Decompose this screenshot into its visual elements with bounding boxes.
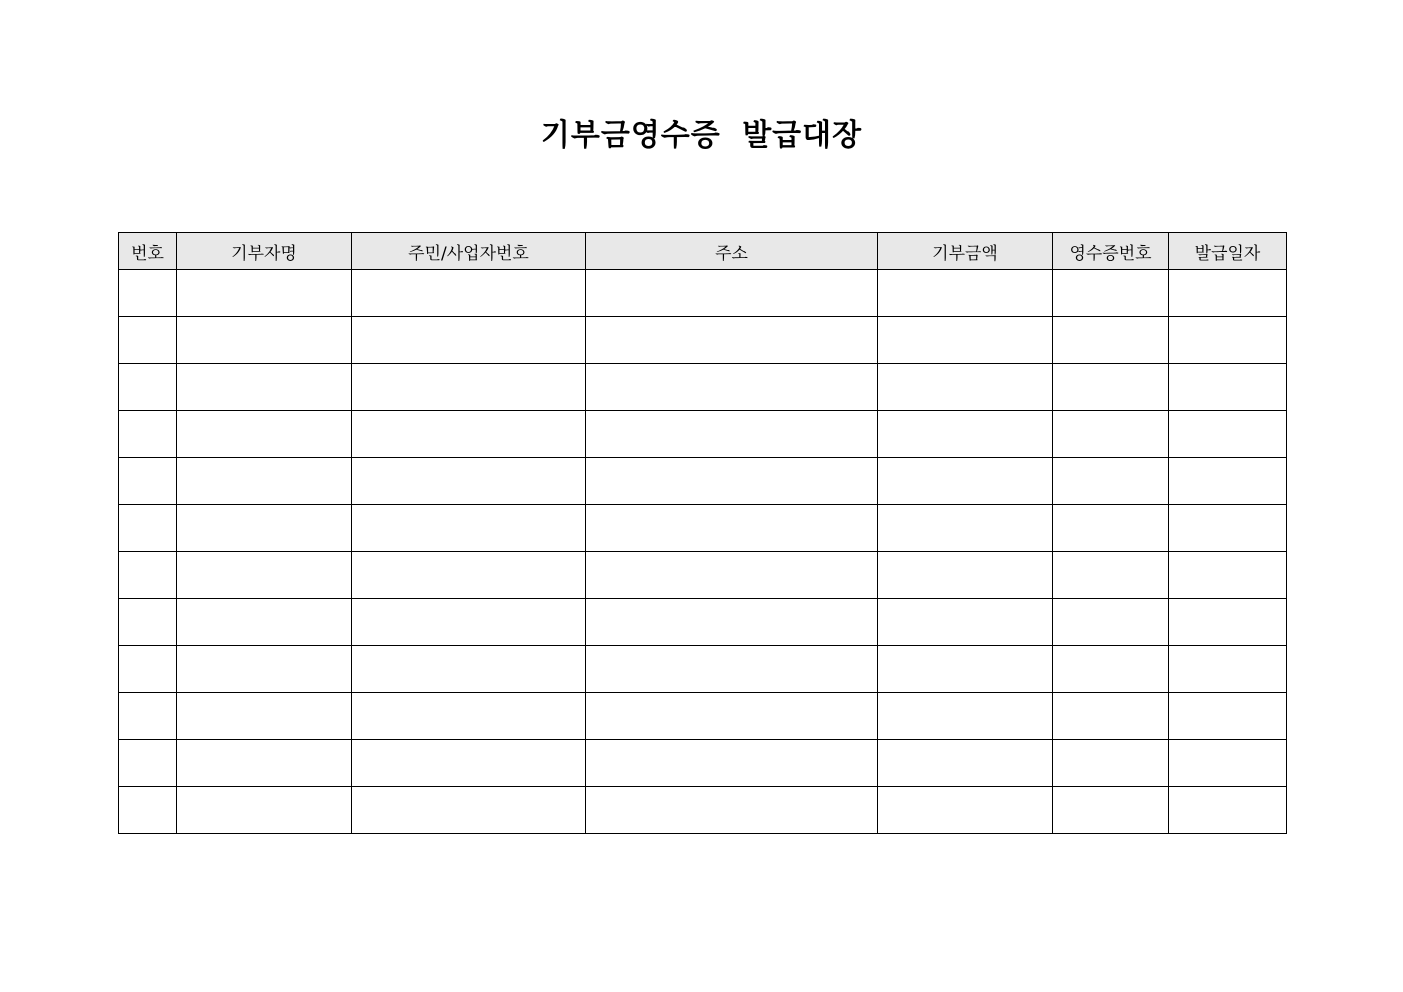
cell-number[interactable] — [119, 458, 177, 505]
header-donor-name: 기부자명 — [177, 233, 352, 270]
cell-donor-name[interactable] — [177, 552, 352, 599]
receipt-ledger-table — [118, 232, 1287, 834]
cell-donation-amount[interactable] — [878, 740, 1053, 787]
page-title: 기부금영수증 발급대장 — [540, 118, 863, 153]
cell-id-number[interactable] — [352, 787, 586, 834]
cell-address[interactable] — [586, 364, 878, 411]
cell-donation-amount[interactable] — [878, 317, 1053, 364]
table-row — [119, 364, 1287, 411]
table-row — [119, 740, 1287, 787]
cell-issue-date[interactable] — [1169, 458, 1287, 505]
cell-receipt-number[interactable] — [1053, 364, 1169, 411]
cell-number[interactable] — [119, 646, 177, 693]
cell-address[interactable] — [586, 270, 878, 317]
cell-address[interactable] — [586, 505, 878, 552]
cell-number[interactable] — [119, 505, 177, 552]
table-row — [119, 270, 1287, 317]
cell-address[interactable] — [586, 646, 878, 693]
cell-id-number[interactable] — [352, 317, 586, 364]
table-row — [119, 787, 1287, 834]
table-header-row — [119, 233, 1287, 270]
cell-receipt-number[interactable] — [1053, 552, 1169, 599]
cell-number[interactable] — [119, 740, 177, 787]
cell-number[interactable] — [119, 693, 177, 740]
cell-donor-name[interactable] — [177, 646, 352, 693]
cell-donor-name[interactable] — [177, 411, 352, 458]
cell-number[interactable] — [119, 364, 177, 411]
table-row — [119, 599, 1287, 646]
cell-donor-name[interactable] — [177, 599, 352, 646]
cell-receipt-number[interactable] — [1053, 599, 1169, 646]
cell-address[interactable] — [586, 317, 878, 364]
cell-donation-amount[interactable] — [878, 411, 1053, 458]
cell-address[interactable] — [586, 740, 878, 787]
cell-issue-date[interactable] — [1169, 364, 1287, 411]
cell-donation-amount[interactable] — [878, 458, 1053, 505]
cell-issue-date[interactable] — [1169, 599, 1287, 646]
cell-donor-name[interactable] — [177, 270, 352, 317]
cell-issue-date[interactable] — [1169, 505, 1287, 552]
cell-number[interactable] — [119, 599, 177, 646]
cell-id-number[interactable] — [352, 740, 586, 787]
cell-receipt-number[interactable] — [1053, 505, 1169, 552]
cell-address[interactable] — [586, 411, 878, 458]
cell-issue-date[interactable] — [1169, 646, 1287, 693]
cell-issue-date[interactable] — [1169, 787, 1287, 834]
cell-donor-name[interactable] — [177, 787, 352, 834]
cell-donation-amount[interactable] — [878, 599, 1053, 646]
cell-receipt-number[interactable] — [1053, 693, 1169, 740]
header-address: 주소 — [586, 233, 878, 270]
cell-number[interactable] — [119, 552, 177, 599]
cell-address[interactable] — [586, 552, 878, 599]
cell-donor-name[interactable] — [177, 364, 352, 411]
cell-id-number[interactable] — [352, 552, 586, 599]
cell-donor-name[interactable] — [177, 693, 352, 740]
cell-number[interactable] — [119, 787, 177, 834]
cell-donation-amount[interactable] — [878, 646, 1053, 693]
table-body — [119, 270, 1287, 834]
cell-id-number[interactable] — [352, 364, 586, 411]
cell-issue-date[interactable] — [1169, 740, 1287, 787]
cell-donation-amount[interactable] — [878, 364, 1053, 411]
cell-issue-date[interactable] — [1169, 693, 1287, 740]
cell-receipt-number[interactable] — [1053, 270, 1169, 317]
cell-address[interactable] — [586, 458, 878, 505]
table-row — [119, 646, 1287, 693]
cell-donor-name[interactable] — [177, 505, 352, 552]
cell-issue-date[interactable] — [1169, 270, 1287, 317]
cell-receipt-number[interactable] — [1053, 646, 1169, 693]
cell-id-number[interactable] — [352, 411, 586, 458]
cell-id-number[interactable] — [352, 505, 586, 552]
cell-donation-amount[interactable] — [878, 693, 1053, 740]
cell-donation-amount[interactable] — [878, 270, 1053, 317]
cell-receipt-number[interactable] — [1053, 411, 1169, 458]
table-row — [119, 317, 1287, 364]
header-issue-date: 발급일자 — [1169, 233, 1287, 270]
header-number: 번호 — [119, 233, 177, 270]
cell-id-number[interactable] — [352, 599, 586, 646]
table-row — [119, 458, 1287, 505]
cell-donation-amount[interactable] — [878, 505, 1053, 552]
cell-receipt-number[interactable] — [1053, 458, 1169, 505]
table-row — [119, 552, 1287, 599]
cell-donation-amount[interactable] — [878, 552, 1053, 599]
cell-receipt-number[interactable] — [1053, 740, 1169, 787]
cell-receipt-number[interactable] — [1053, 317, 1169, 364]
cell-donation-amount[interactable] — [878, 787, 1053, 834]
cell-issue-date[interactable] — [1169, 317, 1287, 364]
table-row — [119, 505, 1287, 552]
header-receipt-number: 영수증번호 — [1053, 233, 1169, 270]
cell-id-number[interactable] — [352, 458, 586, 505]
cell-id-number[interactable] — [352, 693, 586, 740]
cell-receipt-number[interactable] — [1053, 787, 1169, 834]
cell-issue-date[interactable] — [1169, 552, 1287, 599]
table-row — [119, 693, 1287, 740]
cell-id-number[interactable] — [352, 270, 586, 317]
cell-number[interactable] — [119, 270, 177, 317]
cell-number[interactable] — [119, 317, 177, 364]
cell-address[interactable] — [586, 693, 878, 740]
header-id-number: 주민/사업자번호 — [352, 233, 586, 270]
cell-address[interactable] — [586, 787, 878, 834]
cell-donor-name[interactable] — [177, 317, 352, 364]
header-donation-amount: 기부금액 — [878, 233, 1053, 270]
cell-issue-date[interactable] — [1169, 411, 1287, 458]
cell-id-number[interactable] — [352, 646, 586, 693]
table-row — [119, 411, 1287, 458]
cell-address[interactable] — [586, 599, 878, 646]
cell-number[interactable] — [119, 411, 177, 458]
cell-donor-name[interactable] — [177, 740, 352, 787]
cell-donor-name[interactable] — [177, 458, 352, 505]
